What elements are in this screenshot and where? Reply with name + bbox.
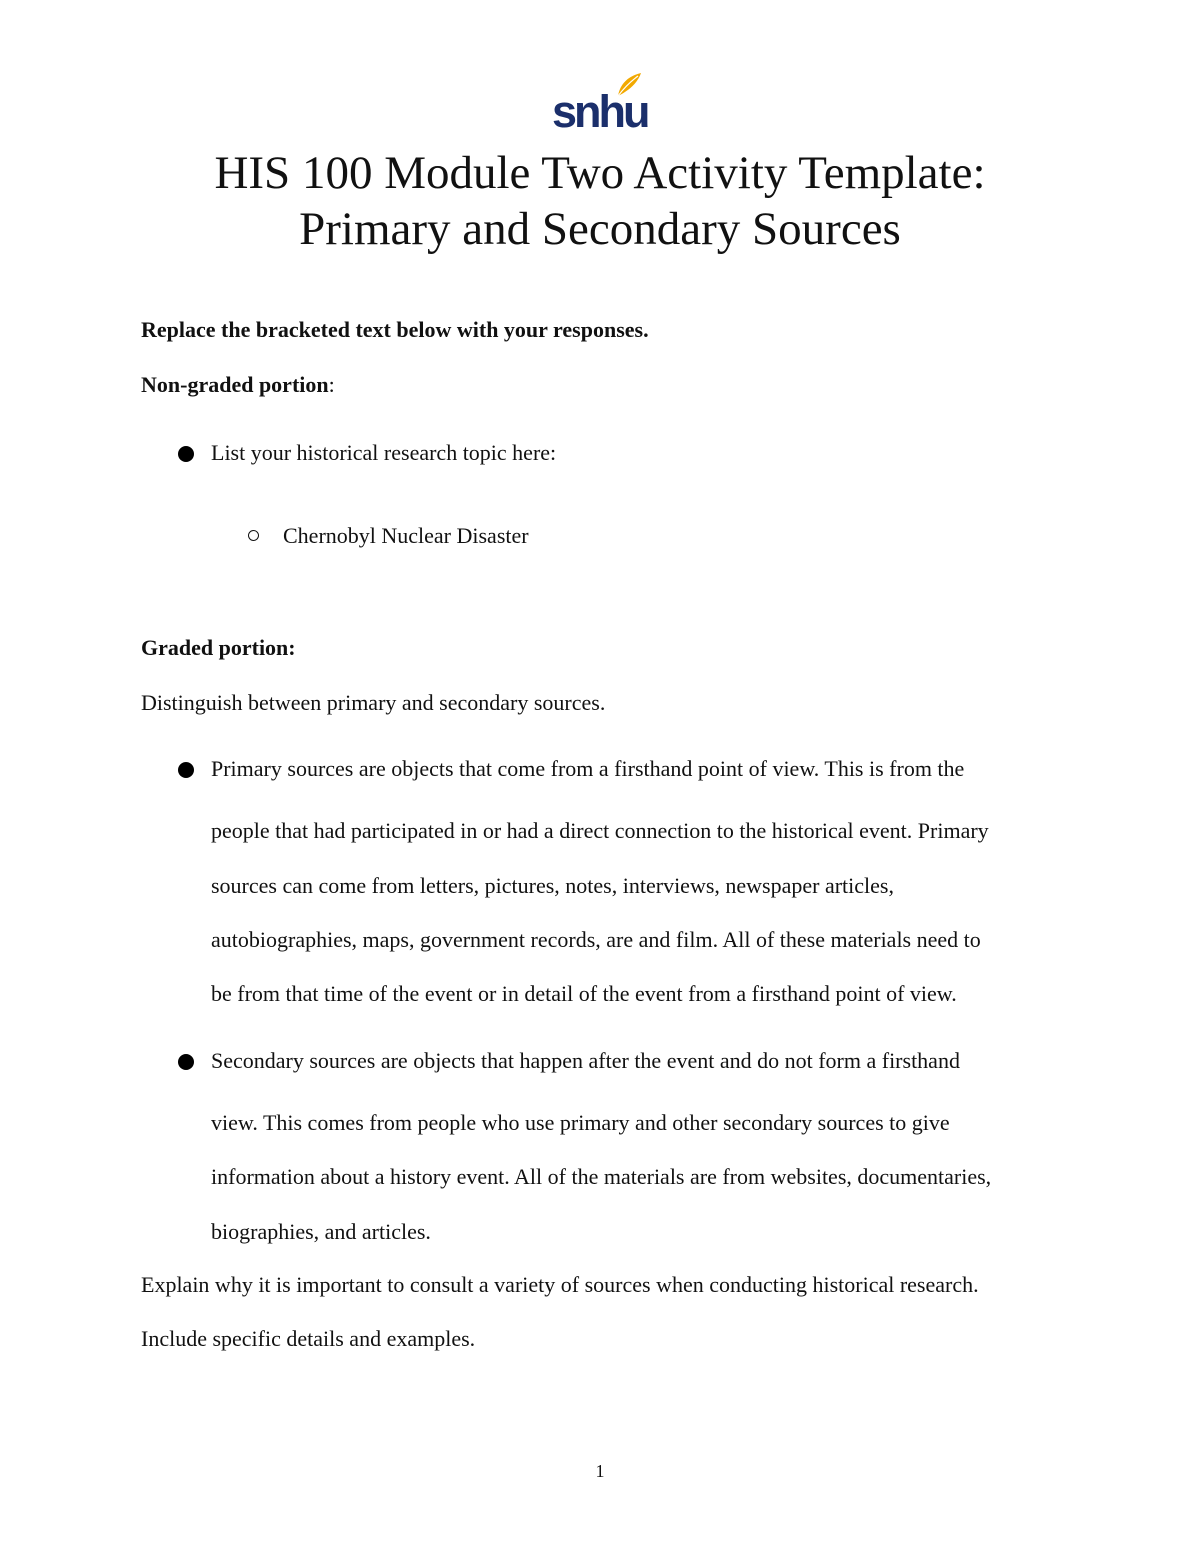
- paragraph-line: sources can come from letters, pictures, notes, interviews, newspaper articles,: [211, 873, 894, 898]
- hollow-bullet-icon: [248, 530, 259, 541]
- non-graded-heading: [141, 372, 335, 398]
- paragraph-line: information about a history event. All of the materials are from websites, documentaries,: [211, 1164, 992, 1189]
- paragraph-line: Primary sources are objects that come from a firsthand point of view. This is from the: [211, 756, 965, 781]
- paragraph-line: Include specific details and examples.: [141, 1326, 476, 1351]
- topic-prompt: List your historical research topic here:: [211, 440, 557, 465]
- bullet-icon: [178, 446, 194, 462]
- snhu-logo: [552, 72, 648, 137]
- paragraph-line: view. This comes from people who use primary and other secondary sources to give: [211, 1110, 950, 1135]
- page-number: 1: [595, 1461, 605, 1481]
- graded-prompt: Distinguish between primary and secondary sources.: [141, 690, 606, 715]
- logo-text: snhu: [552, 86, 648, 137]
- paragraph-line: Explain why it is important to consult a variety of sources when conducting historical research.: [141, 1272, 979, 1297]
- document-title-line-2: Primary and Secondary Sources: [299, 203, 901, 255]
- paragraph-line: be from that time of the event or in detail of the event from a firsthand point of view.: [211, 981, 957, 1006]
- paragraph-line: people that had participated in or had a direct connection to the historical event. Primary: [211, 818, 989, 843]
- graded-heading: Graded portion:: [141, 635, 296, 660]
- non-graded-heading-text: Non-graded portion: [141, 372, 329, 397]
- instructions: Replace the bracketed text below with your responses.: [141, 317, 649, 342]
- non-graded-heading-suffix: :: [328, 372, 335, 397]
- research-topic: Chernobyl Nuclear Disaster: [283, 523, 529, 548]
- bullet-icon: [178, 762, 194, 778]
- bullet-icon: [178, 1054, 194, 1070]
- paragraph-line: Secondary sources are objects that happen after the event and do not form a firsthand: [211, 1048, 960, 1073]
- document-title-line-1: HIS 100 Module Two Activity Template:: [214, 147, 986, 199]
- paragraph-line: biographies, and articles.: [211, 1219, 431, 1244]
- paragraph-line: autobiographies, maps, government records, are and film. All of these materials need to: [211, 927, 981, 952]
